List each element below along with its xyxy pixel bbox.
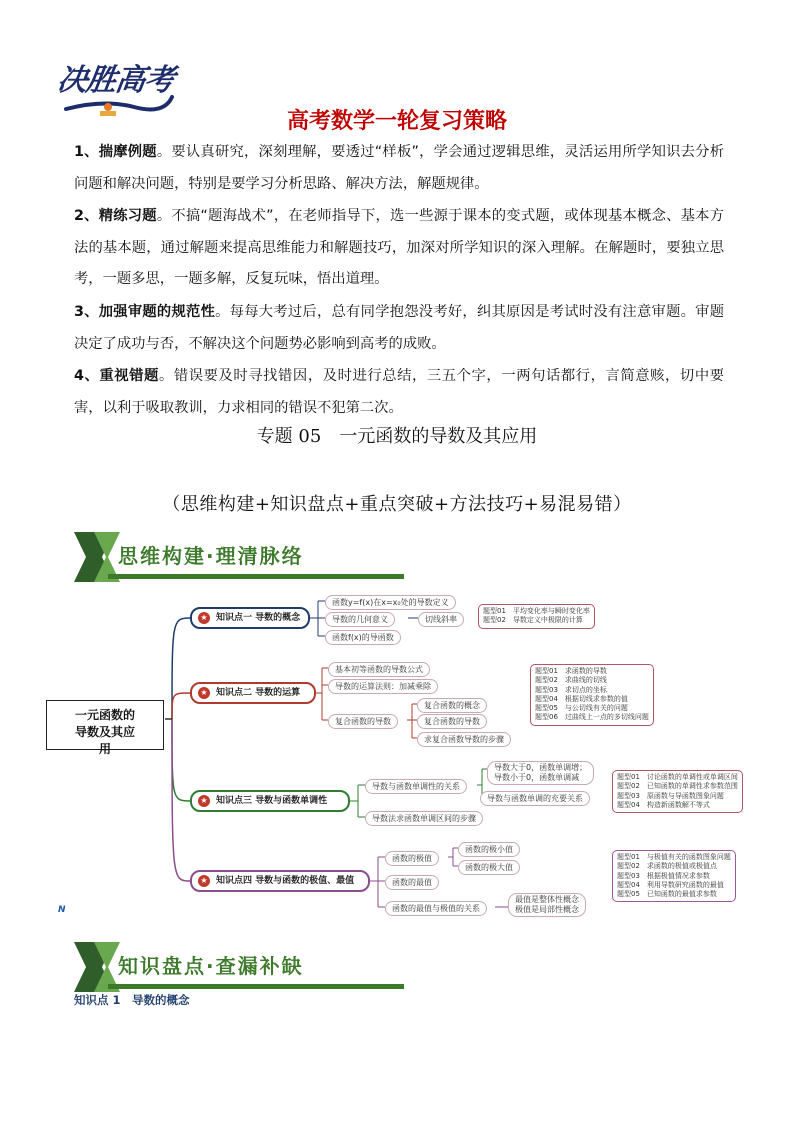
kp3-relation-box (487, 761, 594, 785)
banner-title: 思维构建·理清脉络 (118, 544, 304, 568)
type-item: 题型02 求函数的极值或极值点 (617, 862, 717, 871)
strategy-paragraph-1 (74, 137, 724, 200)
kp4-types-box (612, 850, 736, 902)
type-item: 题型04 构造新函数解不等式 (617, 800, 710, 809)
topic-title: 专题 05 一元函数的导数及其应用 (256, 426, 538, 447)
type-item: 题型01 求函数的导数 (535, 667, 607, 675)
root-label: 一元函数的导数及其应用 (74, 708, 135, 756)
relation-line: 最值是整体性概念 (515, 895, 579, 904)
kp4-relation-box (508, 893, 586, 917)
strategy-label: 3、加强审题的规范性 (74, 304, 216, 320)
kp2-composite-3: 求复合函数导数的步骤 (417, 732, 511, 747)
kp2-composite-2: 复合函数的导数 (417, 714, 487, 729)
type-item: 题型02 求曲线的切线 (535, 676, 607, 685)
section-banner-mindmap (74, 530, 404, 584)
type-item: 题型01 平均变化率与瞬时变化率 (483, 607, 590, 615)
kp4-item-3: 函数的最值与极值的关系 (385, 901, 487, 916)
type-item: 题型06 过曲线上一点的多切线问题 (535, 713, 649, 722)
kp2-item-1: 基本初等函数的导数公式 (328, 662, 430, 677)
kp1-item-2: 导数的几何意义 (325, 612, 395, 627)
star-icon: ★ (198, 687, 210, 699)
strategy-paragraph-2 (74, 201, 724, 296)
kp2-item-2: 导数的运算法则：加减乘除 (328, 679, 438, 694)
type-item: 题型02 导数定义中极限的计算 (483, 616, 583, 625)
kp3-item-2: 导数法求函数单调区间的步骤 (365, 811, 483, 826)
banner-title: 知识盘点·查漏补缺 (118, 954, 304, 978)
relation-line: 极值是局部性概念 (515, 905, 579, 914)
section-banner-knowledge (74, 940, 404, 994)
kp1-geo-child: 切线斜率 (418, 612, 464, 627)
kp3-relation-3: 导数与函数单调的充要关系 (480, 791, 590, 806)
topic-subtitle: （思维构建+知识盘点+重点突破+方法技巧+易混易错） (162, 494, 632, 515)
kp4-title: 知识点四 导数与函数的极值、最值 (216, 876, 355, 886)
kp2-item-3: 复合函数的导数 (328, 714, 398, 729)
kp4-item-1: 函数的极值 (385, 851, 439, 866)
knowledge-point-4 (190, 870, 370, 892)
strategy-label: 2、精练习题 (74, 208, 157, 224)
strategy-label: 4、重视错题 (74, 368, 159, 384)
mind-map-root (46, 700, 164, 756)
type-item: 题型02 已知函数的单调性求参数范围 (617, 782, 738, 791)
strategy-label: 1、揣摩例题 (74, 144, 157, 160)
type-item: 题型03 求切点的坐标 (535, 685, 607, 694)
type-item: 题型05 与公切线有关的问题 (535, 704, 628, 713)
type-item: 题型04 根据切线求参数的值 (535, 694, 628, 703)
kp3-item-1: 导数与函数单调性的关系 (365, 779, 467, 794)
star-icon: ★ (198, 612, 210, 624)
kp4-item-2: 函数的最值 (385, 875, 439, 890)
relation-line: 导数大于0，函数单调增； (494, 763, 588, 772)
kp4-extreme-1: 函数的极小值 (458, 842, 520, 857)
knowledge-point-1 (190, 607, 310, 629)
document-title: 高考数学一轮复习策略 (286, 109, 507, 134)
knowledge-point-2 (190, 682, 316, 704)
type-item: 题型03 原函数与导函数图象问题 (617, 791, 724, 800)
kp2-composite-1: 复合函数的概念 (417, 698, 487, 713)
star-icon: ★ (198, 795, 210, 807)
type-item: 题型05 已知函数的最值求参数 (617, 890, 717, 899)
kp2-types-box (530, 664, 654, 726)
strategy-paragraph-3 (74, 297, 724, 360)
kp3-title: 知识点三 导数与函数单调性 (216, 796, 328, 806)
knowledge-point-3 (190, 790, 350, 812)
stray-mark: N (58, 905, 66, 915)
strategy-text: 。要认真研究，深刻理解，要透过“样板”，学会通过逻辑思维，灵活运用所学知识去分析问题和解决问题，特别是要学习分析思路、解决方法，解题规律。 (74, 144, 724, 192)
kp4-extreme-2: 函数的极大值 (458, 860, 520, 875)
star-icon: ★ (198, 875, 210, 887)
kp1-item-1: 函数y=f(x)在x=x₀处的导数定义 (325, 595, 456, 610)
strategy-paragraph-4 (74, 361, 724, 424)
type-item: 题型03 根据极值情况求参数 (617, 871, 710, 880)
kp3-types-box (612, 770, 743, 813)
type-item: 题型04 利用导数研究函数的最值 (617, 880, 724, 889)
kp2-title: 知识点二 导数的运算 (216, 688, 301, 698)
logo-text: 决胜高考 (55, 63, 176, 98)
relation-line: 导数小于0，函数单调减 (494, 773, 580, 782)
strategy-text: 。不搞“题海战术”，在老师指导下，选一些源于课本的变式题，或体现基本概念、基本方法的基本题，通过解题来提高思维能力和解题技巧，加深对所学知识的深入理解。在解题时，要独立思考，一题多思，一题多解，反复玩味，悟出道理。 (74, 208, 724, 287)
type-item: 题型01 与极值有关的函数图象问题 (617, 853, 731, 861)
strategy-text: 。每每大考过后，总有同学抱怨没考好，纠其原因是考试时没有注意审题。审题决定了成功与否，不解决这个问题势必影响到高考的成败。 (74, 304, 724, 352)
mind-map (40, 580, 760, 914)
strategy-text: 。错误要及时寻找错因，及时进行总结，三五个字，一两句话都行，言简意赅，切中要害，以利于吸取教训，力求相同的错误不犯第二次。 (74, 368, 724, 416)
kp1-types-box (478, 604, 595, 629)
kp1-title: 知识点一 导数的概念 (216, 613, 301, 623)
section-heading: 知识点 1 导数的概念 (74, 993, 190, 1007)
type-item: 题型01 讨论函数的单调性或单调区间 (617, 773, 738, 781)
kp1-item-3: 函数f(x)的导函数 (325, 630, 401, 645)
